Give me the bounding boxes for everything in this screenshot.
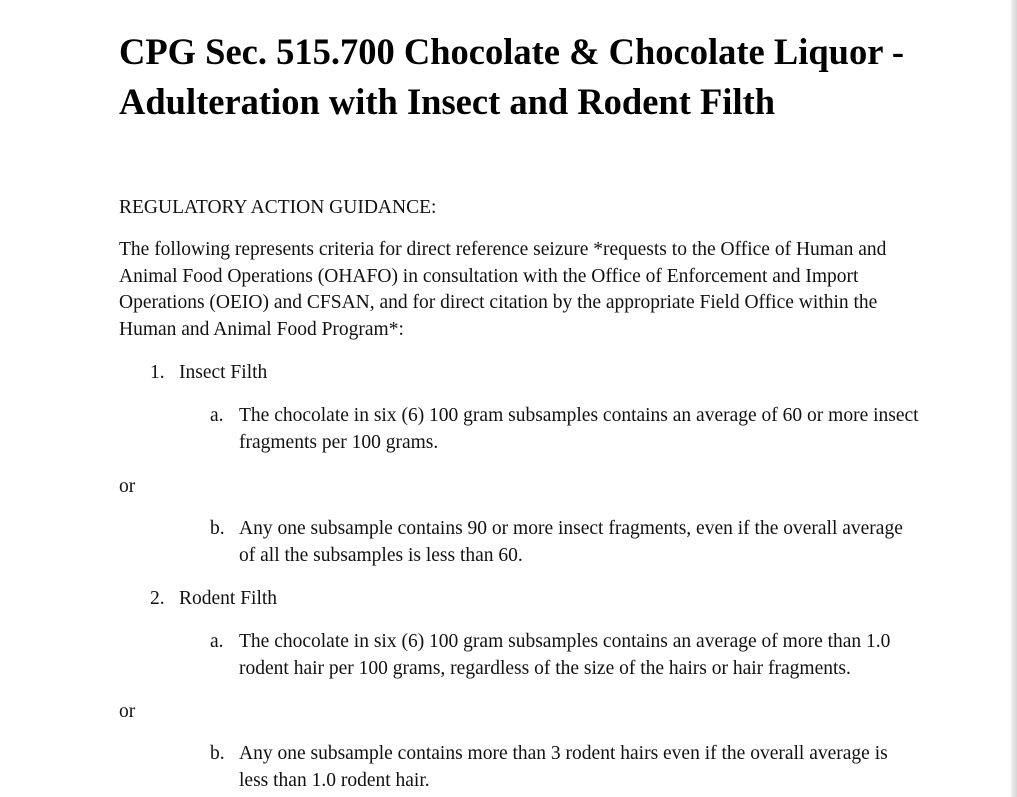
item-1a-letter: a.	[210, 405, 224, 426]
intro-paragraph: The following represents criteria for direct reference seizure *requests to the Office of Human and Animal Food Operations (OHAFO) in consultation with the Office of Enforcement and Import Operations (OEIO) and CFSAN, and for direct citation by the appropriate Field Office within the Human and Animal Food Program*:	[119, 239, 887, 341]
item-1b-letter: b.	[210, 518, 225, 539]
item-2b-text: Any one subsample contains more than 3 rodent hairs even if the overall average is less than 1.0 rodent hair.	[239, 743, 888, 791]
item-2-label: Rodent Filth	[179, 588, 278, 609]
item-1a-text: The chocolate in six (6) 100 gram subsamples contains an average of 60 or more insect fragments per 100 grams.	[239, 405, 919, 453]
item-2-number: 2.	[150, 588, 165, 609]
document-title: CPG Sec. 515.700 Chocolate & Chocolate Liquor - Adulteration with Insect and Rodent Filth	[119, 31, 905, 122]
item-1b-text: Any one subsample contains 90 or more insect fragments, even if the overall average of all the subsamples is less than 60.	[239, 518, 903, 566]
or-connector-1: or	[119, 476, 136, 497]
item-2a-letter: a.	[210, 631, 224, 652]
item-1-label: Insect Filth	[179, 362, 268, 383]
item-1-number: 1.	[150, 362, 165, 383]
section-heading: REGULATORY ACTION GUIDANCE:	[119, 197, 437, 218]
item-2a-text: The chocolate in six (6) 100 gram subsamples contains an average of more than 1.0 rodent hair per 100 grams, regardless of the size of the hairs or hair fragments.	[239, 631, 891, 679]
or-connector-2: or	[119, 701, 136, 722]
page-edge-shadow	[1011, 0, 1017, 797]
item-2b-letter: b.	[210, 743, 225, 764]
